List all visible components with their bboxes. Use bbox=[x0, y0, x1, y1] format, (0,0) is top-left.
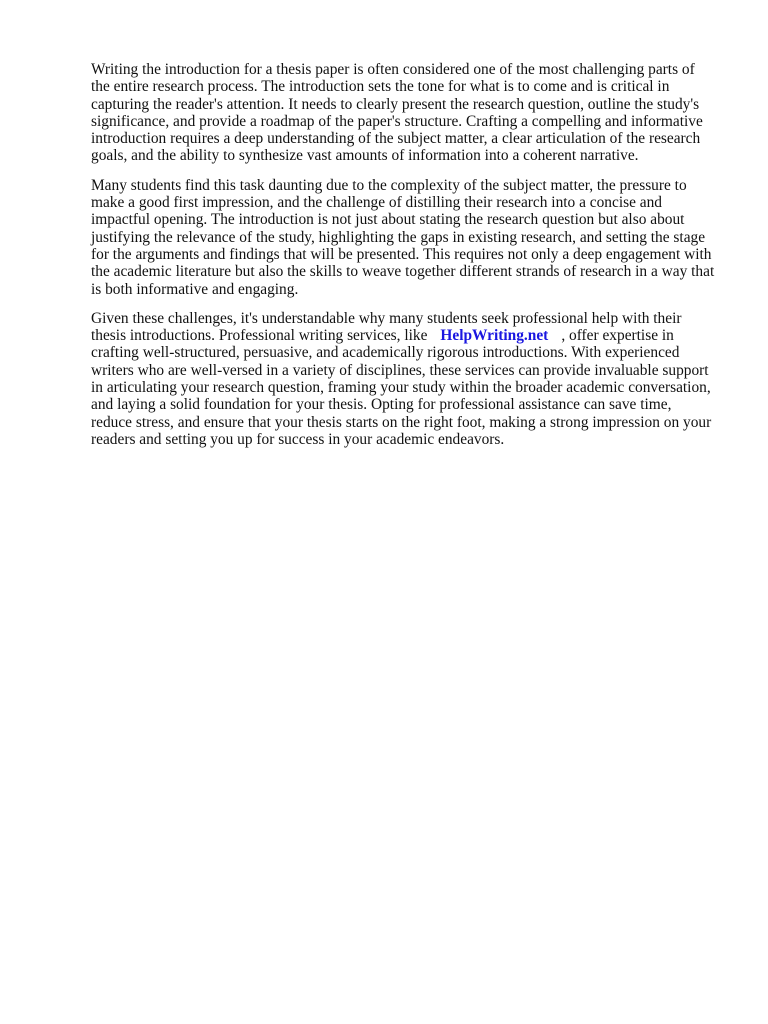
text-line: reduce stress, and ensure that your thesis starts on the right foot, making a strong impression on your bbox=[91, 413, 712, 431]
text-line: crafting well-structured, persuasive, and academically rigorous introductions. With experienced bbox=[91, 344, 680, 362]
text-line: Many students find this task daunting due to the complexity of the subject matter, the pressure to bbox=[91, 176, 687, 194]
text-line: impactful opening. The introduction is not just about stating the research question but also about bbox=[91, 211, 685, 229]
text-line: goals, and the ability to synthesize vast amounts of information into a coherent narrative. bbox=[91, 147, 639, 165]
text-line: the entire research process. The introduction sets the tone for what is to come and is critical in bbox=[91, 78, 670, 96]
text-line: and laying a solid foundation for your thesis. Opting for professional assistance can save time, bbox=[91, 396, 672, 414]
paragraph-3 bbox=[91, 310, 727, 448]
text-line: introduction requires a deep understanding of the subject matter, a clear articulation of the research bbox=[91, 130, 701, 148]
document-body bbox=[91, 61, 727, 460]
text-line: writers who are well-versed in a variety of disciplines, these services can provide invaluable support bbox=[91, 361, 709, 379]
text-line: capturing the reader's attention. It needs to clearly present the research question, outline the study's bbox=[91, 95, 700, 113]
text-segment: thesis introductions. Professional writing services, like bbox=[91, 327, 428, 345]
text-line: justifying the relevance of the study, highlighting the gaps in existing research, and setting the stage bbox=[91, 228, 706, 246]
paragraph-2 bbox=[91, 177, 727, 298]
text-line: for the arguments and findings that will be presented. This requires not only a deep engagement with bbox=[91, 245, 712, 263]
text-line: significance, and provide a roadmap of the paper's structure. Crafting a compelling and informative bbox=[91, 112, 703, 130]
paragraph-1 bbox=[91, 61, 727, 165]
text-segment: , offer expertise in bbox=[561, 327, 674, 345]
text-line: Given these challenges, it's understandable why many students seek professional help with their bbox=[91, 309, 682, 327]
text-line: the academic literature but also the skills to weave together different strands of research in a way that bbox=[91, 263, 715, 281]
text-line-with-link bbox=[91, 327, 727, 344]
text-line: is both informative and engaging. bbox=[91, 280, 299, 298]
text-line: in articulating your research question, framing your study within the broader academic conversation, bbox=[91, 379, 711, 397]
helpwriting-link[interactable]: HelpWriting.net bbox=[440, 327, 549, 345]
text-line: make a good first impression, and the challenge of distilling their research into a concise and bbox=[91, 194, 662, 212]
text-line: readers and setting you up for success in your academic endeavors. bbox=[91, 430, 505, 448]
text-line: Writing the introduction for a thesis paper is often considered one of the most challenging parts of bbox=[91, 61, 695, 78]
